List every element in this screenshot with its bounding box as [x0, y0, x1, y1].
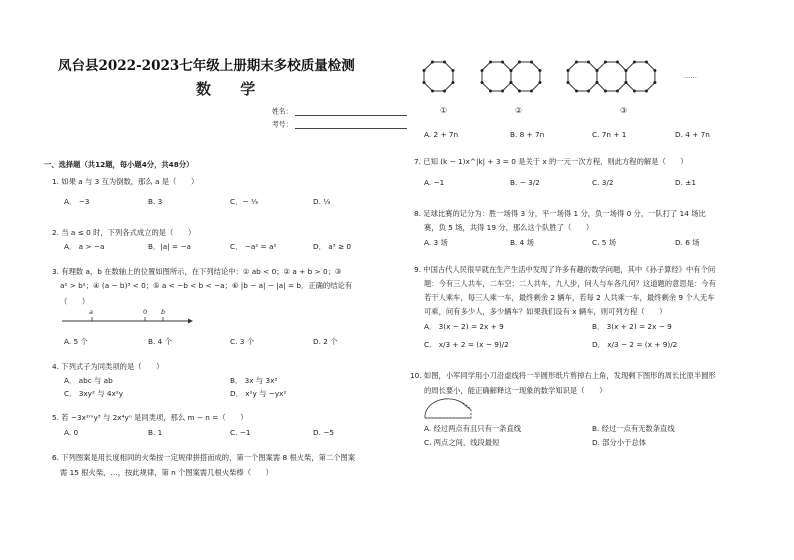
- matchstick-joint-dot: [567, 81, 570, 84]
- axis-label-b: b: [161, 308, 166, 316]
- pattern-label-3: ③: [620, 106, 628, 115]
- q4-option-a[interactable]: A． abc 与 ab: [64, 376, 113, 385]
- q1-option-c[interactable]: C．− ⅓: [230, 197, 258, 206]
- q6-option-b[interactable]: B. 8 + 7n: [510, 130, 545, 139]
- question-9-line-1: 9. 中国古代人民很早就在生产生活中发现了许多有趣的数学问题，其中《孙子算经》中有个问: [414, 265, 716, 274]
- question-8-line-1: 8. 足球比赛的记分为：胜一场得 3 分，平一场得 1 分，负一场得 0 分，一队打了 14 场比: [414, 209, 706, 218]
- q3-option-a[interactable]: A. 5 个: [64, 337, 88, 346]
- matchstick-joint-dot: [645, 89, 648, 92]
- question-6-line-2: 需 15 根火柴，…，按此规律，第 n 个图案需几根火柴棒（ ）: [60, 468, 273, 477]
- q2-option-d[interactable]: D． a³ ≥ 0: [313, 242, 352, 251]
- question-10-line-1: 10. 如图，小军同学用小刀沿虚线将一半圆形纸片剪掉右上角，发现剩下图形的周长比原半圆形: [410, 371, 716, 380]
- q6-option-c[interactable]: C. 7n + 1: [592, 130, 627, 139]
- matchstick-joint-dot: [530, 61, 533, 64]
- question-2: 2. 当 a ≤ 0 时，下列各式成立的是（ ）: [52, 228, 196, 237]
- matchstick-joint-dot: [538, 69, 541, 72]
- exam-title: 凤台县2022-2023七年级上册期末多校质量检测: [58, 58, 355, 74]
- exam-number-field[interactable]: [272, 120, 407, 129]
- q5-option-d[interactable]: D. −5: [313, 428, 335, 437]
- q2-option-b[interactable]: B．|a| = −a: [148, 242, 192, 251]
- matchstick-joint-dot: [423, 69, 426, 72]
- octagon-pattern-2-1: [482, 62, 511, 91]
- question-9-line-3: 若干人乘车，每三人乘一车，最终剩余 2 辆车，若每 2 人共乘一车，最终剩余 9 个人无车: [424, 293, 715, 302]
- q6-option-d[interactable]: D. 4 + 7n: [675, 130, 710, 139]
- matchstick-joint-dot: [423, 81, 426, 84]
- matchstick-joint-dot: [653, 81, 656, 84]
- pattern-ellipsis: ……: [684, 72, 697, 80]
- matchstick-joint-dot: [431, 89, 434, 92]
- q8-option-c[interactable]: C. 5 场: [592, 238, 616, 247]
- matchstick-joint-dot: [624, 81, 627, 84]
- matchstick-joint-dot: [616, 61, 619, 64]
- matchstick-joint-dot: [501, 61, 504, 64]
- matchstick-joint-dot: [595, 81, 598, 84]
- q8-option-b[interactable]: B. 4 场: [510, 238, 534, 247]
- q5-option-a[interactable]: A. 0: [64, 428, 79, 437]
- matchstick-joint-dot: [451, 81, 454, 84]
- octagon-pattern-3-3: [626, 62, 655, 91]
- question-8-line-2: 赛，负 5 场，共得 19 分，那么这个队胜了（ ）: [424, 223, 594, 232]
- name-blank[interactable]: [295, 107, 407, 116]
- question-7: 7. 已知 (k − 1)x^|k| + 3 = 0 是关于 x 的一元一次方程，则此方程的解是（ ）: [414, 157, 688, 166]
- subject-title: 数 学: [196, 80, 268, 98]
- matchstick-joint-dot: [489, 61, 492, 64]
- semicircle-figure: [422, 397, 474, 421]
- matchstick-joint-dot: [518, 61, 521, 64]
- q7-option-d[interactable]: D. ±1: [675, 178, 697, 187]
- matchstick-joint-dot: [451, 69, 454, 72]
- q7-option-a[interactable]: A. −1: [424, 178, 445, 187]
- matchstick-joint-dot: [518, 89, 521, 92]
- matchstick-joint-dot: [509, 81, 512, 84]
- question-3-line-3: （ ）: [60, 297, 90, 306]
- octagon-pattern-1-1: [424, 62, 453, 91]
- q7-option-c[interactable]: C. 3/2: [592, 178, 614, 187]
- q10-option-d[interactable]: D. 部分小于总体: [592, 438, 647, 447]
- pattern-label-2: ②: [515, 106, 523, 115]
- q5-option-c[interactable]: C. −1: [230, 428, 251, 437]
- question-9-line-4: 可乘，问有多少人，多少辆车？如果我们设有 x 辆车，则可列方程（ ）: [424, 307, 667, 316]
- q4-option-d[interactable]: D． x²y 与 −yx²: [230, 389, 287, 398]
- matchstick-joint-dot: [604, 89, 607, 92]
- q10-option-a[interactable]: A. 经过两点有且只有一条直线: [424, 424, 522, 433]
- matchstick-joint-dot: [538, 81, 541, 84]
- matchstick-joint-dot: [501, 89, 504, 92]
- matchstick-joint-dot: [587, 61, 590, 64]
- matchstick-joint-dot: [443, 61, 446, 64]
- matchstick-joint-dot: [481, 69, 484, 72]
- matchstick-joint-dot: [489, 89, 492, 92]
- matchstick-joint-dot: [604, 61, 607, 64]
- name-field[interactable]: [272, 107, 407, 116]
- q1-option-d[interactable]: D. ⅓: [313, 197, 331, 206]
- octagon-pattern-3-2: [597, 62, 626, 91]
- question-1: 1. 如果 a 与 3 互为倒数，那么 a 是（ ）: [52, 177, 199, 186]
- question-3-line-2: a² > b²；④ (a − b)³ < 0；⑤ a < −b < b < −a；⑥ |b − a| − |a| = b．正确的结论有: [60, 281, 353, 290]
- matchstick-joint-dot: [575, 89, 578, 92]
- matchstick-joint-dot: [587, 89, 590, 92]
- q8-option-a[interactable]: A. 3 场: [424, 238, 448, 247]
- pattern-label-1: ①: [440, 106, 448, 115]
- q8-option-d[interactable]: D. 6 场: [675, 238, 700, 247]
- number-line-figure: [60, 313, 195, 333]
- section-heading: 一、选择题（共12题，每小题4分，共48分）: [44, 160, 194, 169]
- q9-option-b[interactable]: B． 3(x + 2) = 2x − 9: [592, 322, 672, 331]
- exam-number-label: 考号：: [272, 120, 293, 129]
- question-5: 5. 若 −3x²ᵐy³ 与 2x⁴yⁿ 是同类项，那么 m − n =（ ）: [52, 413, 248, 422]
- octagon-pattern-2-2: [511, 62, 540, 91]
- q1-option-a[interactable]: A． −3: [64, 197, 90, 206]
- q3-option-c[interactable]: C. 3 个: [230, 337, 254, 346]
- q3-option-d[interactable]: D. 2 个: [313, 337, 338, 346]
- matchstick-joint-dot: [530, 89, 533, 92]
- matchstick-joint-dot: [616, 89, 619, 92]
- octagon-pattern-3-1: [568, 62, 597, 91]
- matchstick-joint-dot: [653, 69, 656, 72]
- exam-number-blank[interactable]: [295, 120, 407, 129]
- question-6-line-1: 6. 下列图案是用长度相同的火柴按一定规律拼搭而成的，第一个图案需 8 根火柴，第二个图案: [52, 453, 356, 462]
- matchstick-joint-dot: [481, 81, 484, 84]
- question-9-line-2: 题：今有三人共车，二车空；二人共车，九人步，问人与车各几何？这道题的意思是：今有: [424, 279, 716, 288]
- q9-option-a[interactable]: A． 3(x − 2) = 2x + 9: [424, 322, 504, 331]
- name-label: 姓名：: [272, 107, 293, 116]
- axis-label-zero: 0: [143, 308, 148, 316]
- matchstick-joint-dot: [633, 89, 636, 92]
- matchstick-joint-dot: [509, 69, 512, 72]
- q4-option-c[interactable]: C． 3xy² 与 4x²y: [64, 389, 124, 398]
- q10-option-c[interactable]: C. 两点之间，线段最短: [424, 438, 500, 447]
- matchstick-joint-dot: [624, 69, 627, 72]
- q10-option-b[interactable]: B. 经过一点有无数条直线: [592, 424, 675, 433]
- question-3-line-1: 3. 有理数 a，b 在数轴上的位置如图所示，在下列结论中：① ab < 0；② a + b > 0；③: [52, 267, 342, 276]
- q2-option-c[interactable]: C． −a² = a²: [230, 242, 277, 251]
- matchstick-pattern-figure: [418, 56, 688, 114]
- matchstick-joint-dot: [595, 69, 598, 72]
- question-10-line-2: 的周长要小，能正确解释这一现象的数学知识是（ ）: [424, 386, 607, 395]
- q5-option-b[interactable]: B. 1: [148, 428, 163, 437]
- q7-option-b[interactable]: B. − 3/2: [510, 178, 540, 187]
- q9-option-c[interactable]: C． x/3 + 2 = (x − 9)/2: [424, 340, 509, 349]
- q3-option-b[interactable]: B. 4 个: [148, 337, 172, 346]
- question-4: 4. 下列式子为同类项的是（ ）: [52, 362, 164, 371]
- q2-option-a[interactable]: A． a > −a: [64, 242, 105, 251]
- q9-option-d[interactable]: D． x/3 − 2 = (x + 9)/2: [592, 340, 678, 349]
- matchstick-joint-dot: [575, 61, 578, 64]
- q1-option-b[interactable]: B. 3: [148, 197, 163, 206]
- matchstick-joint-dot: [567, 69, 570, 72]
- matchstick-joint-dot: [633, 61, 636, 64]
- matchstick-joint-dot: [443, 89, 446, 92]
- matchstick-joint-dot: [645, 61, 648, 64]
- matchstick-joint-dot: [431, 61, 434, 64]
- q6-option-a[interactable]: A. 2 + 7n: [424, 130, 459, 139]
- q4-option-b[interactable]: B． 3x 与 3x²: [230, 376, 278, 385]
- axis-label-a: a: [89, 308, 93, 316]
- number-line-arrow-icon: [188, 319, 193, 324]
- semicircle-arc: [425, 399, 471, 418]
